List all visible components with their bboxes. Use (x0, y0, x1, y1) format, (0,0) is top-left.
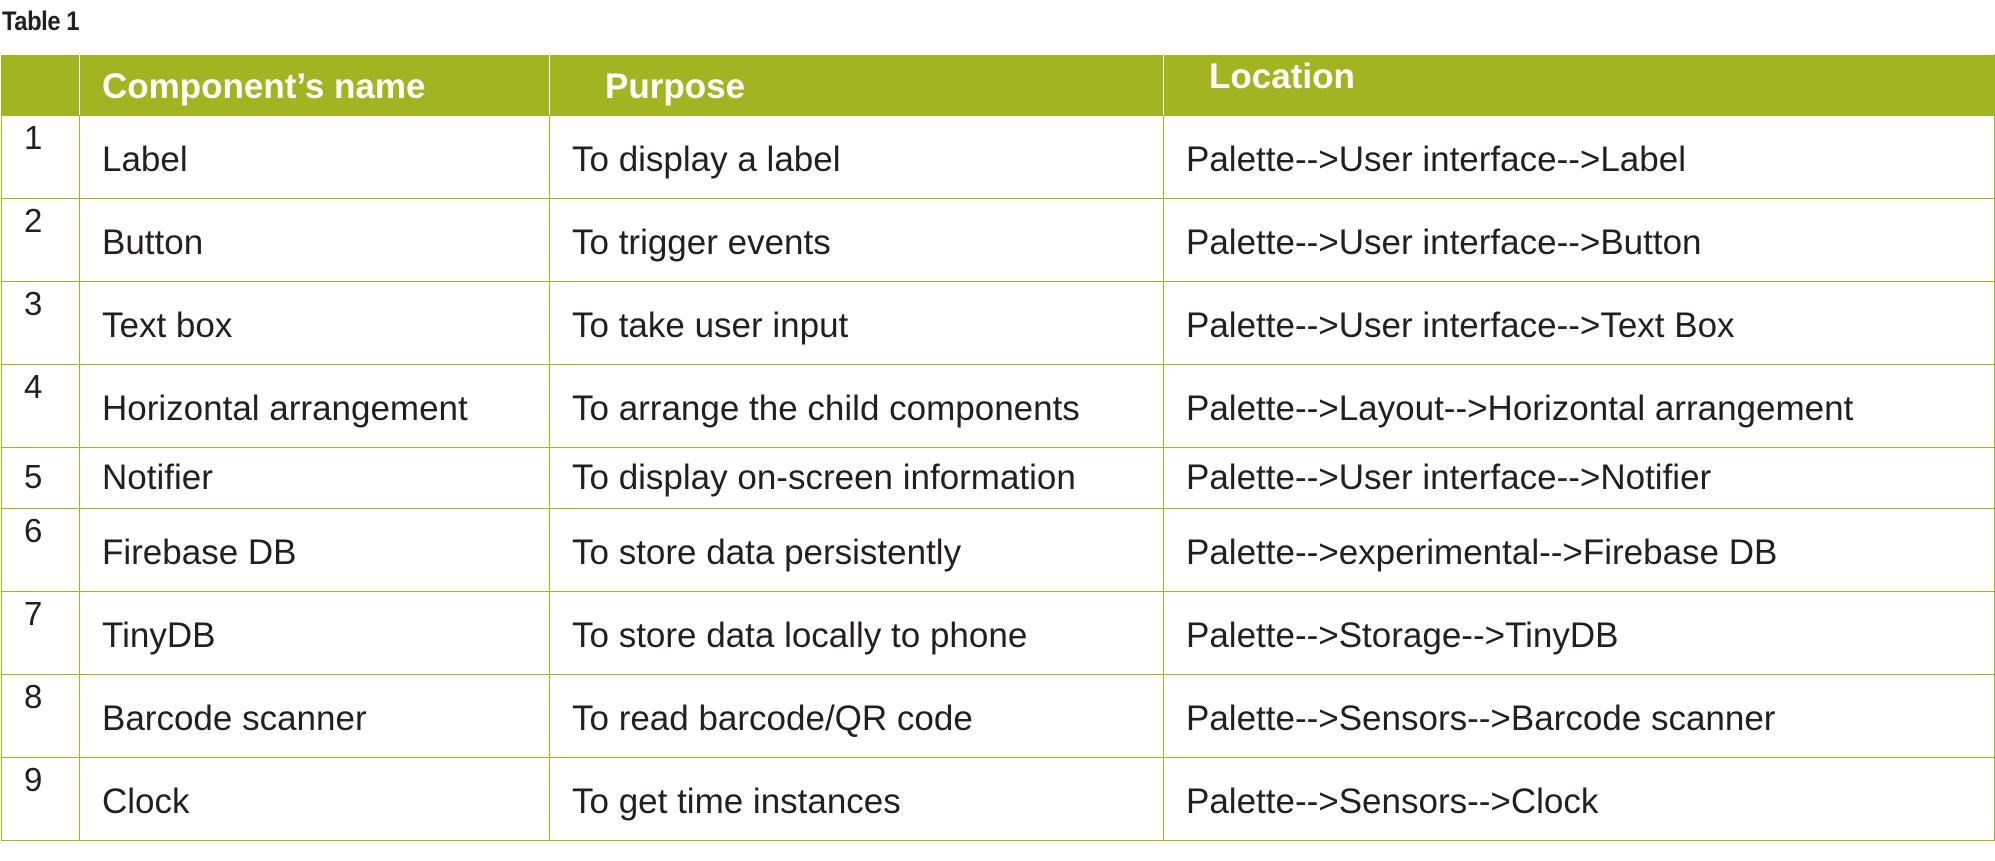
row-number: 8 (24, 678, 43, 715)
row-number: 2 (24, 202, 43, 239)
purpose-cell (550, 675, 1164, 758)
row-number: 4 (24, 368, 43, 405)
component-name: TinyDB (102, 616, 216, 655)
table-row (2, 448, 1995, 509)
component-name-cell (80, 365, 550, 448)
row-number-cell (2, 448, 80, 509)
purpose-cell (550, 116, 1164, 199)
header-name (80, 55, 550, 116)
purpose-text: To display a label (572, 140, 841, 179)
header-location (1164, 55, 1995, 116)
component-name: Label (102, 140, 188, 179)
location-cell (1164, 282, 1995, 365)
table-caption: Table 1 (2, 6, 80, 36)
purpose-cell (550, 509, 1164, 592)
component-name-cell (80, 448, 550, 509)
component-name-cell (80, 199, 550, 282)
location-text: Palette-->User interface-->Text Box (1186, 306, 1735, 345)
location-cell (1164, 365, 1995, 448)
purpose-text: To trigger events (572, 223, 831, 262)
row-number: 6 (24, 512, 43, 549)
row-number: 7 (24, 595, 43, 632)
row-number-cell (2, 509, 80, 592)
location-cell (1164, 509, 1995, 592)
component-name-cell (80, 592, 550, 675)
row-number-cell (2, 675, 80, 758)
header-purpose (550, 55, 1164, 116)
location-text: Palette-->Sensors-->Clock (1186, 782, 1599, 821)
component-name-cell (80, 509, 550, 592)
table-row (2, 199, 1995, 282)
location-text: Palette-->User interface-->Notifier (1186, 458, 1712, 497)
component-name: Firebase DB (102, 533, 297, 572)
purpose-cell (550, 592, 1164, 675)
component-name-cell (80, 758, 550, 841)
row-number-cell (2, 199, 80, 282)
location-cell (1164, 592, 1995, 675)
location-text: Palette-->User interface-->Label (1186, 140, 1686, 179)
row-number: 1 (24, 119, 43, 156)
component-name: Barcode scanner (102, 699, 367, 738)
purpose-text: To store data locally to phone (572, 616, 1028, 655)
purpose-cell (550, 199, 1164, 282)
table-row (2, 675, 1995, 758)
header-number (2, 55, 80, 116)
purpose-text: To take user input (572, 306, 849, 345)
header-purpose-label: Purpose (605, 67, 746, 106)
header-location-label: Location (1209, 57, 1355, 96)
component-name: Button (102, 223, 204, 262)
component-name: Clock (102, 782, 190, 821)
table-row (2, 509, 1995, 592)
location-cell (1164, 758, 1995, 841)
row-number-cell (2, 282, 80, 365)
purpose-cell (550, 282, 1164, 365)
location-text: Palette-->Layout-->Horizontal arrangement (1186, 389, 1854, 428)
purpose-text: To get time instances (572, 782, 901, 821)
purpose-text: To display on-screen information (572, 458, 1076, 497)
component-name-cell (80, 116, 550, 199)
purpose-text: To store data persistently (572, 533, 962, 572)
row-number: 3 (24, 285, 43, 322)
row-number-cell (2, 365, 80, 448)
components-table (1, 54, 1995, 841)
row-number-cell (2, 758, 80, 841)
component-name-cell (80, 675, 550, 758)
table-row (2, 758, 1995, 841)
purpose-text: To read barcode/QR code (572, 699, 973, 738)
row-number-cell (2, 116, 80, 199)
component-name-cell (80, 282, 550, 365)
purpose-cell (550, 365, 1164, 448)
table-row (2, 116, 1995, 199)
row-number-cell (2, 592, 80, 675)
component-name: Notifier (102, 458, 213, 497)
table-row (2, 365, 1995, 448)
purpose-text: To arrange the child components (572, 389, 1080, 428)
header-row (2, 55, 1995, 116)
location-cell (1164, 448, 1995, 509)
component-name: Text box (102, 306, 233, 345)
location-text: Palette-->Sensors-->Barcode scanner (1186, 699, 1776, 738)
location-text: Palette-->User interface-->Button (1186, 223, 1702, 262)
location-cell (1164, 199, 1995, 282)
location-text: Palette-->Storage-->TinyDB (1186, 616, 1619, 655)
location-cell (1164, 116, 1995, 199)
table-row (2, 282, 1995, 365)
location-cell (1164, 675, 1995, 758)
component-name: Horizontal arrangement (102, 389, 468, 428)
table-row (2, 592, 1995, 675)
row-number: 5 (24, 458, 43, 495)
location-text: Palette-->experimental-->Firebase DB (1186, 533, 1778, 572)
header-name-label: Component’s name (102, 67, 426, 106)
row-number: 9 (24, 761, 43, 798)
purpose-cell (550, 758, 1164, 841)
purpose-cell (550, 448, 1164, 509)
